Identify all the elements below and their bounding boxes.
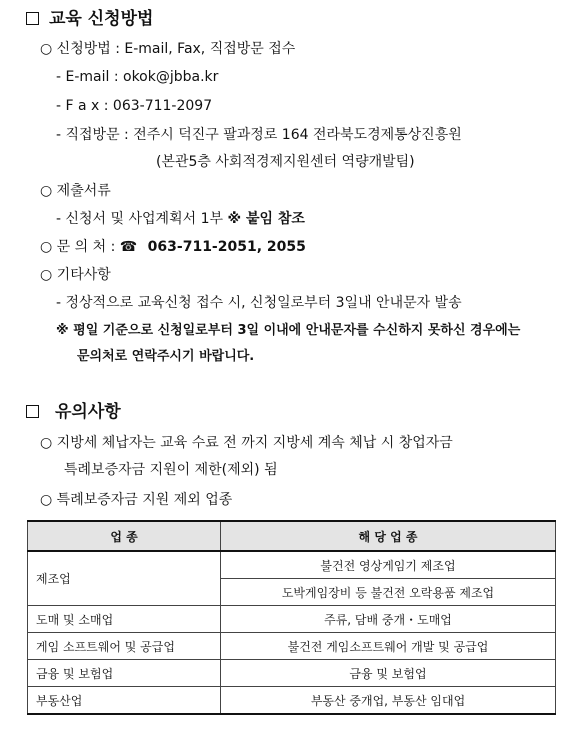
- table-cell-category: 금융 및 보험업: [28, 660, 221, 687]
- table-row: [28, 633, 556, 660]
- table-cell-item: 불건전 영상게임기 제조업: [221, 551, 556, 579]
- table-header-category: 업 종: [28, 521, 221, 551]
- tax-notice-line-1: ○ 지방세 체납자는 교육 수료 전 까지 지방세 계속 체납 시 창업자금: [40, 435, 453, 451]
- table-cell-category: 게임 소프트웨어 및 공급업: [28, 633, 221, 660]
- table-header-row: [28, 521, 556, 551]
- contact-line: [40, 237, 306, 257]
- apply-method-item: ○ 신청방법 : E-mail, Fax, 직접방문 접수: [40, 41, 296, 57]
- contact-label: ○ 문 의 처 :: [40, 239, 116, 255]
- etc-note-1: ※ 평일 기준으로 신청일로부터 3일 이내에 안내문자를 수신하지 못하신 경우에는: [56, 323, 521, 338]
- table-cell-item: 금융 및 보험업: [221, 660, 556, 687]
- table-cell-item: 주류, 담배 중개・도매업: [221, 606, 556, 633]
- table-cell-item: 도박게임장비 등 불건전 오락용품 제조업: [221, 579, 556, 606]
- table-cell-category: 제조업: [28, 551, 221, 606]
- section2-title: 유의사항: [26, 402, 121, 422]
- section1-title: 교육 신청방법: [26, 9, 153, 29]
- contact-phone: 063-711-2051, 2055: [147, 239, 306, 255]
- visit-line-2: (본관5층 사회적경제지원센터 역량개발팀): [156, 154, 415, 170]
- documents-note: ※ 붙임 참조: [227, 211, 305, 227]
- documents-item: ○ 제출서류: [40, 183, 111, 199]
- etc-line: - 정상적으로 교육신청 접수 시, 신청일로부터 3일내 안내문자 발송: [56, 295, 462, 311]
- table-row: [28, 606, 556, 633]
- table-cell-category: 도매 및 소매업: [28, 606, 221, 633]
- table-cell-item: 불건전 게임소프트웨어 개발 및 공급업: [221, 633, 556, 660]
- tax-notice-line-2: 특례보증자금 지원이 제한(제외) 됨: [64, 462, 278, 478]
- table-row: [28, 687, 556, 715]
- checkbox-square-icon: [26, 12, 39, 25]
- etc-item: ○ 기타사항: [40, 267, 111, 283]
- table-row: [28, 551, 556, 579]
- fax-line: - F a x : 063-711-2097: [56, 98, 213, 114]
- phone-icon: ☎: [119, 239, 138, 255]
- checkbox-square-icon: [26, 405, 39, 418]
- email-line: - E-mail : okok@jbba.kr: [56, 69, 219, 85]
- excluded-industries-table: [27, 520, 556, 715]
- table-cell-item: 부동산 중개업, 부동산 임대업: [221, 687, 556, 715]
- table-cell-category: 부동산업: [28, 687, 221, 715]
- table-header-items: 해 당 업 종: [221, 521, 556, 551]
- table-row: [28, 660, 556, 687]
- visit-line: - 직접방문 : 전주시 덕진구 팔과정로 164 전라북도경제통상진흥원: [56, 127, 462, 143]
- documents-line: [56, 209, 305, 229]
- documents-text: - 신청서 및 사업계획서 1부: [56, 211, 223, 227]
- excluded-industries-item: ○ 특례보증자금 지원 제외 업종: [40, 492, 233, 508]
- etc-note-2: 문의처로 연락주시기 바랍니다.: [77, 349, 255, 364]
